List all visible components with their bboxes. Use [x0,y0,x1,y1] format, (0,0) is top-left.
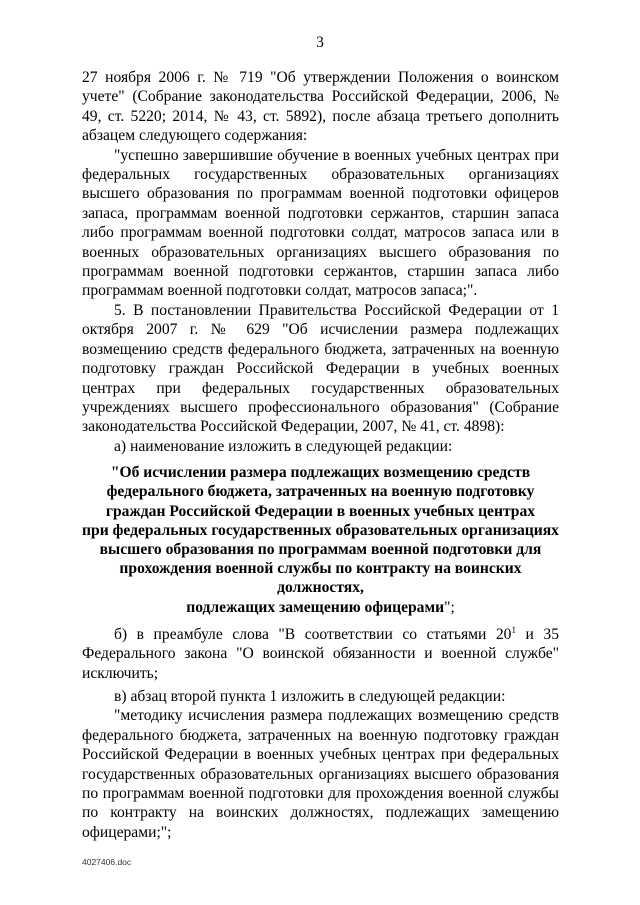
paragraph-item-b [82,625,559,683]
paragraph-item-5: 5. В постановлении Правительства Российской Федерации от 1 октября 2007 г. № 629 "Об исчислении размера подлежащих возмещению средств федерального бюджета, затраченных на военную подготовку граждан Российской Федерации в учебных военных центрах при федеральных государственных образовательных учреждениях высшего профессионального образования" (Собрание законодательства Российской Федерации, 2007, № 41, ст. 4898): [82,301,559,436]
bold-new-title [82,463,559,617]
paragraph-quoted-methodology: "методику исчисления размера подлежащих возмещению средств федерального бюджета, затраченных на военную подготовку граждан Российской Федерации в военных учебных центрах при федеральных государственных образовательных организациях высшего образования по программам военной подготовки для прохождения военной службы по контракту на воинских должностях, подлежащих замещению офицерами;"; [82,707,559,841]
title-line-6: прохождения военной службы по контракту на воинских должностях, [119,560,522,597]
title-line-2: федерального бюджета, затраченных на военную подготовку [106,483,535,501]
title-line-7: подлежащих замещению офицерами [186,598,445,616]
paragraph-item-a: а) наименование изложить в следующей редакции: [114,437,453,455]
title-line-1: "Об исчислении размера подлежащих возмещению средств [110,464,531,482]
page-number: 3 [316,34,324,51]
paragraph-decree-719: 27 ноября 2006 г. № 719 "Об утверждении Положения о воинском учете" (Собрание законодательства Российской Федерации, 2006, № 49, ст. 5220; 2014, № 43, ст. 5892), после абзаца третьего дополнить абзацем следующего содержания: [82,69,559,145]
title-line-3: граждан Российской Федерации в военных учебных центрах [105,502,536,520]
footer-file-code: 4027406.doc [82,857,132,867]
item-b-text-start: б) в преамбуле слова "В соответствии со статьями 20 [114,625,512,643]
paragraph-quoted-addition: "успешно завершившие обучение в военных учебных центрах при федеральных государственных образовательных организациях высшего образования по программам военной подготовки офицеров запаса, программам военной подготовки сержантов, старшин запаса либо программам военной подготовки солдат, матросов запаса или в военных образовательных организациях высшего образования по программам военной подготовки сержантов, старшин запаса либо программам военной подготовки солдат, матросов запаса;". [82,146,559,300]
superscript-1: 1 [511,624,516,635]
title-line-4: при федеральных государственных образовательных организациях [82,521,559,539]
document-body [82,68,559,842]
paragraph-item-v: в) абзац второй пункта 1 изложить в следующей редакции: [114,687,506,705]
item-b-text-end: и 35 Федерального закона "О воинской обязанности и военной службе" исключить; [82,625,559,682]
title-closing-quote: "; [444,598,455,616]
title-line-5: высшего образования по программам военной подготовки для [99,540,542,558]
